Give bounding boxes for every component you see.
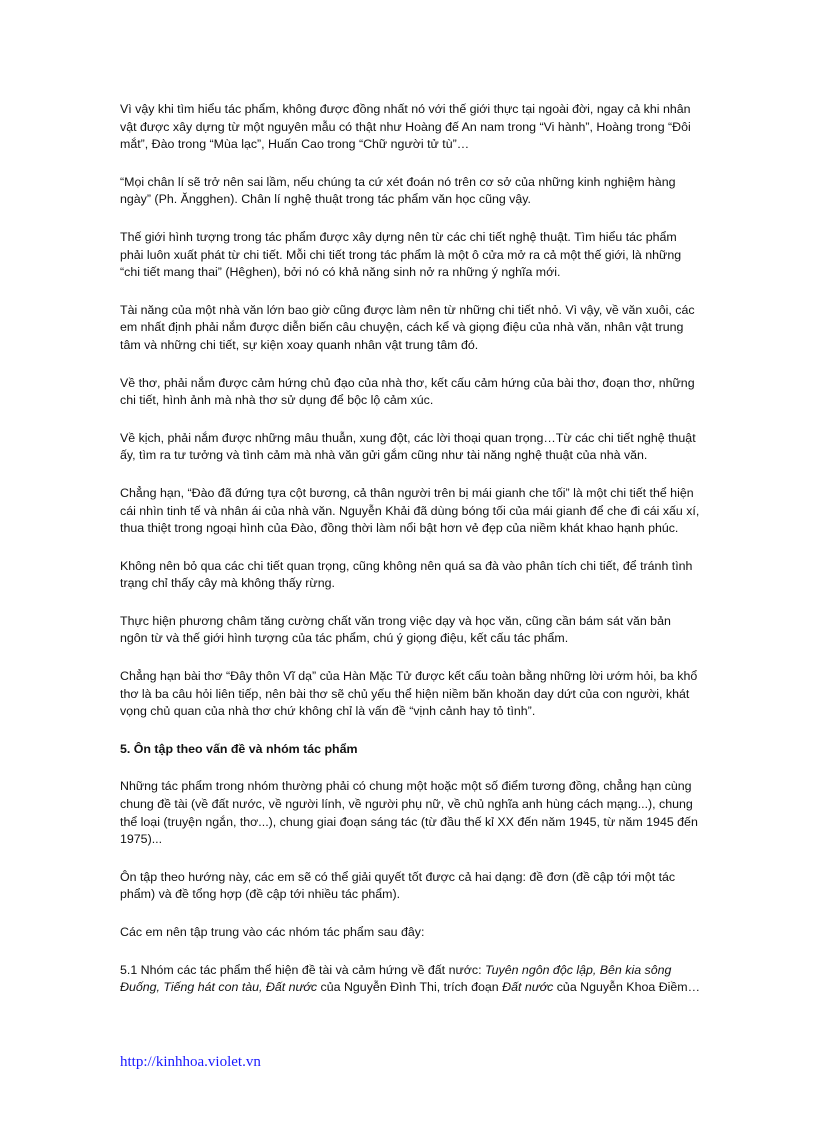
- paragraph: Những tác phẩm trong nhóm thường phải có chung một hoặc một số điểm tương đồng, chẳng hạn cùng chung đề tài (về đất nước, về người lính, về người phụ nữ, về chủ nghĩa anh hùng cách mạng...), chung thể loại (truyện ngắn, thơ...), chung giai đoạn sáng tác (từ đầu thế kỉ XX đến năm 1945, từ năm 1945 đến 1975)...: [120, 779, 698, 847]
- paragraph: Không nên bỏ qua các chi tiết quan trọng, cũng không nên quá sa đà vào phân tích chi tiết, để tránh tình trạng chỉ thấy cây mà không thấy rừng.: [120, 558, 693, 591]
- paragraph: Các em nên tập trung vào các nhóm tác phẩm sau đây:: [120, 925, 425, 939]
- paragraph: “Mọi chân lí sẽ trở nên sai lầm, nếu chúng ta cứ xét đoán nó trên cơ sở của những kinh nghiệm hàng ngày” (Ph. Ăngghen). Chân lí nghệ thuật trong tác phẩm văn học cũng vậy.: [120, 174, 676, 207]
- italic-work-title: Đất nước: [502, 980, 554, 995]
- paragraph: Về kịch, phải nắm được những mâu thuẫn, xung đột, các lời thoại quan trọng…Từ các chi tiết nghệ thuật ấy, tìm ra tư tưởng và tình cảm mà nhà văn gửi gắm cũng như tài năng nghệ thuật của nhà văn.: [120, 430, 696, 463]
- document-body: [120, 101, 700, 1017]
- paragraph: [120, 962, 700, 997]
- paragraph: Thực hiện phương châm tăng cường chất văn trong việc dạy và học văn, cũng cần bám sát văn bản ngôn từ và thế giới hình tượng của tác phẩm, chú ý giọng điệu, kết cấu tác phẩm.: [120, 613, 671, 646]
- paragraph: Chẳng hạn, “Đào đã đứng tựa cột bương, cả thân người trên bị mái gianh che tối” là một chi tiết thể hiện cái nhìn tinh tế và nhân ái của nhà văn. Nguyễn Khải đã dùng bóng tối của mái gianh để che đi cái xấu xí, thua thiệt trong ngoại hình của Đào, đồng thời làm nổi bật hơn vẻ đẹp của niềm khát khao hạnh phúc.: [120, 485, 700, 536]
- italic-work-titles: Tuyên ngôn độc lập, Bên kia sông Đuống, Tiếng hát con tàu, Đất nước: [120, 962, 672, 995]
- paragraph: Vì vậy khi tìm hiểu tác phẩm, không được đồng nhất nó với thế giới thực tại ngoài đời, ngay cả khi nhân vật được xây dựng từ một nguyên mẫu có thật như Hoàng đế An nam trong “Vi hành”, Hoàng trong “Đôi mắt”, Đào trong “Mùa lạc”, Huấn Cao trong “Chữ người tử tù”…: [120, 102, 691, 152]
- paragraph: Tài năng của một nhà văn lớn bao giờ cũng được làm nên từ những chi tiết nhỏ. Vì vậy, về văn xuôi, các em nhất định phải nắm được diễn biến câu chuyện, cách kể và giọng điệu của nhà văn, nhân vật trung tâm và những chi tiết, sự kiện xoay quanh nhân vật trung tâm đó.: [120, 302, 695, 352]
- paragraph: Về thơ, phải nắm được cảm hứng chủ đạo của nhà thơ, kết cấu cảm hứng của bài thơ, đoạn thơ, những chi tiết, hình ảnh mà nhà thơ sử dụng để bộc lộ cảm xúc.: [120, 375, 695, 408]
- text-run: của Nguyễn Đình Thi, trích đoạn: [317, 980, 503, 995]
- paragraph: Chẳng hạn bài thơ “Đây thôn Vĩ dạ” của Hàn Mặc Tử được kết cấu toàn bằng những lời ướm hỏi, ba khổ thơ là ba câu hỏi liên tiếp, nên bài thơ sẽ chủ yếu thể hiện niềm băn khoăn day dứt của con người, khát vọng chủ quan của nhà thơ chứ không chỉ là vấn đề “vịnh cảnh hay tỏ tình”.: [120, 669, 698, 719]
- footer-link[interactable]: http://kinhhoa.violet.vn: [120, 1054, 261, 1070]
- section-heading: 5. Ôn tập theo vấn đề và nhóm tác phẩm: [120, 741, 358, 756]
- text-run: của Nguyễn Khoa Điềm…: [553, 980, 700, 995]
- paragraph: Ôn tập theo hướng này, các em sẽ có thể giải quyết tốt được cả hai dạng: đề đơn (đề cập tới một tác phẩm) và đề tổng hợp (đề cập tới nhiều tác phẩm).: [120, 869, 676, 902]
- text-run: 5.1 Nhóm các tác phẩm thể hiện đề tài và cảm hứng về đất nước:: [120, 962, 485, 977]
- paragraph: Thế giới hình tượng trong tác phẩm được xây dựng nên từ các chi tiết nghệ thuật. Tìm hiểu tác phẩm phải luôn xuất phát từ chi tiết. Mỗi chi tiết trong tác phẩm là một ô cửa mở ra cả một thế giới, là những “chi tiết mang thai” (Hêghen), bởi nó có khả năng sinh nở ra những ý nghĩa mới.: [120, 229, 682, 280]
